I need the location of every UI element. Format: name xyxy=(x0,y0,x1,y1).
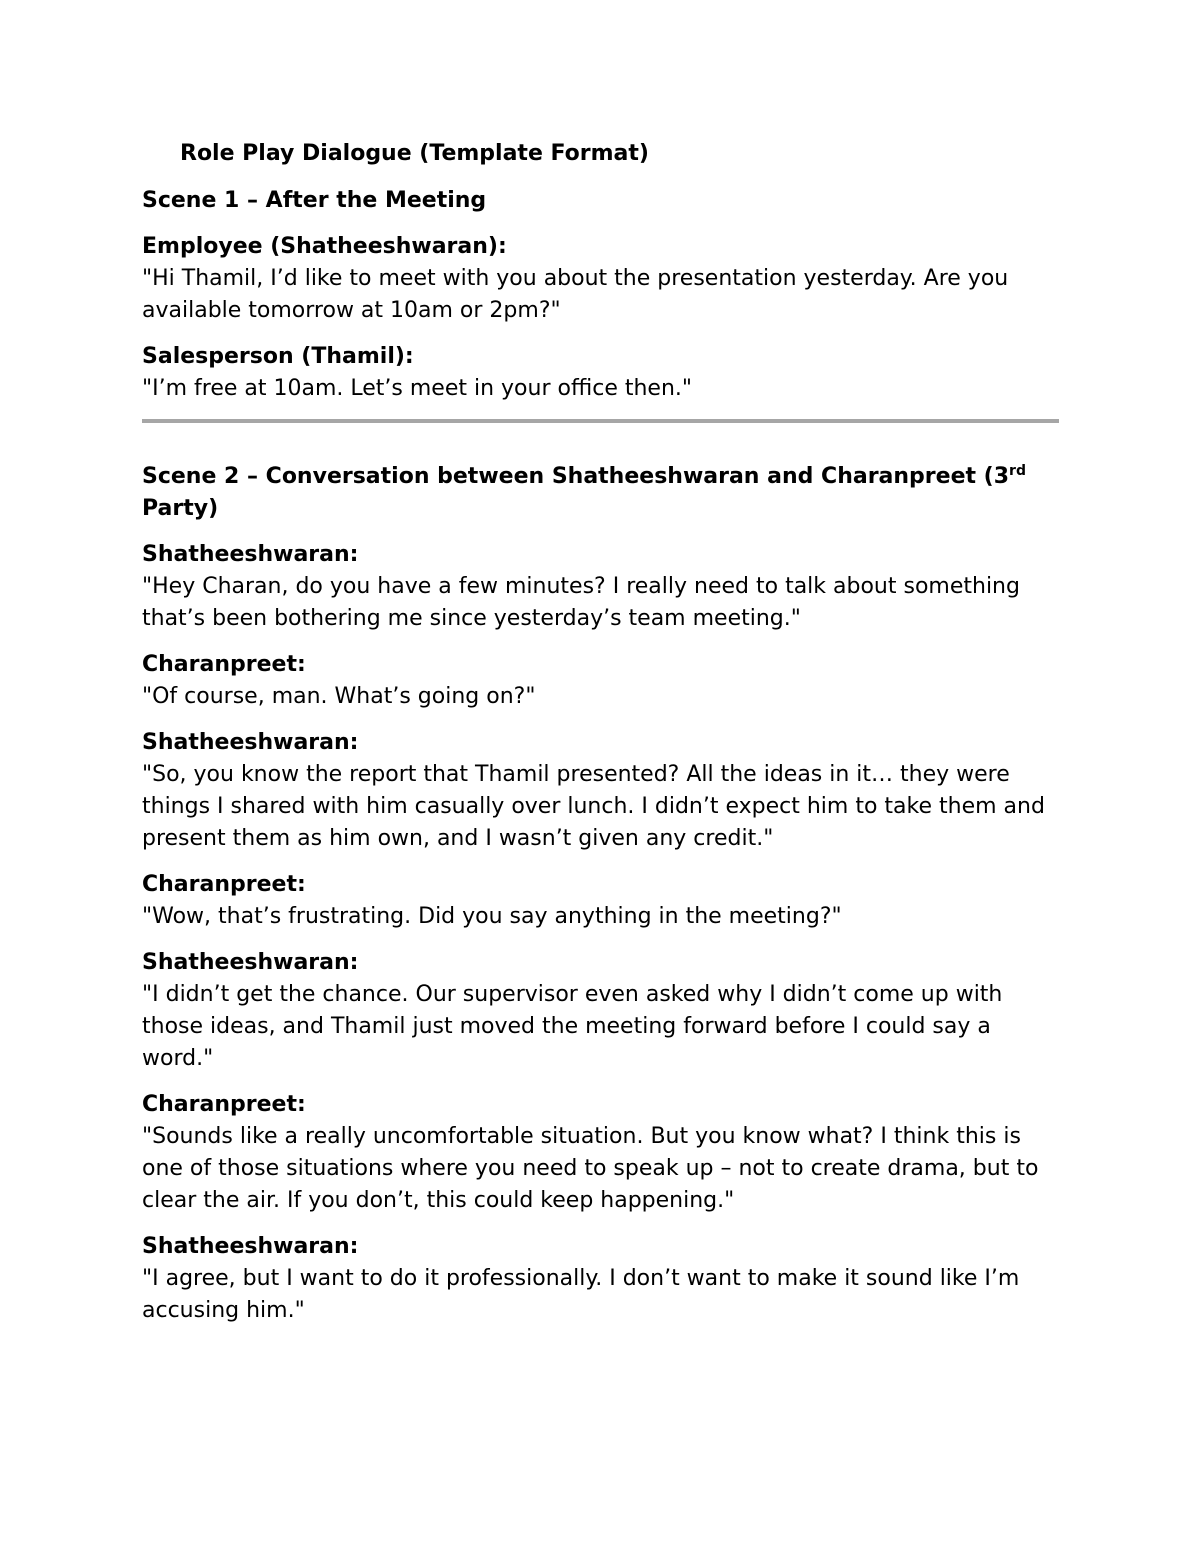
dialogue-line xyxy=(142,649,1062,713)
scene-2-heading-superscript: rd xyxy=(1009,463,1026,479)
speaker-name: Charanpreet: xyxy=(142,652,306,677)
dialogue-line xyxy=(142,727,1062,855)
dialogue-line xyxy=(142,1231,1062,1327)
scene-2-heading-main: Scene 2 – Conversation between Shatheeshwaran and Charanpreet (3 xyxy=(142,464,1010,489)
dialogue-quote: "Of course, man. What’s going on?" xyxy=(142,684,536,709)
dialogue-line xyxy=(142,341,1062,405)
speaker-name: Charanpreet: xyxy=(142,1092,306,1117)
horizontal-divider xyxy=(142,419,1059,423)
dialogue-quote: "So, you know the report that Thamil presented? All the ideas in it… they were things I shared with him casually over lunch. I didn’t expect him to take them and present them as him own, and I wasn’t given any credit." xyxy=(142,762,1045,851)
document-title: Role Play Dialogue (Template Format) xyxy=(180,141,649,166)
speaker-name: Shatheeshwaran: xyxy=(142,1234,359,1259)
scene-1-heading: Scene 1 – After the Meeting xyxy=(142,188,487,213)
speaker-name: Salesperson (Thamil): xyxy=(142,344,414,369)
dialogue-quote: "Sounds like a really uncomfortable situation. But you know what? I think this is one of those situations where you need to speak up – not to create drama, but to clear the air. If you don’t, this could keep happening." xyxy=(142,1124,1039,1213)
document-page xyxy=(142,138,1062,1341)
scene-2-heading-end: Party) xyxy=(142,496,219,521)
dialogue-line xyxy=(142,1089,1062,1217)
dialogue-quote: "I didn’t get the chance. Our supervisor even asked why I didn’t come up with those ideas, and Thamil just moved the meeting forward before I could say a word." xyxy=(142,982,1003,1071)
dialogue-quote: "Wow, that’s frustrating. Did you say anything in the meeting?" xyxy=(142,904,842,929)
dialogue-quote: "Hi Thamil, I’d like to meet with you about the presentation yesterday. Are you available tomorrow at 10am or 2pm?" xyxy=(142,266,1009,323)
dialogue-line xyxy=(142,539,1062,635)
speaker-name: Shatheeshwaran: xyxy=(142,542,359,567)
speaker-name: Employee (Shatheeshwaran): xyxy=(142,234,507,259)
dialogue-line xyxy=(142,869,1062,933)
speaker-name: Shatheeshwaran: xyxy=(142,730,359,755)
dialogue-line xyxy=(142,947,1062,1075)
dialogue-quote: "I agree, but I want to do it professionally. I don’t want to make it sound like I’m accusing him." xyxy=(142,1266,1020,1323)
dialogue-line xyxy=(142,231,1062,327)
dialogue-quote: "I’m free at 10am. Let’s meet in your office then." xyxy=(142,376,693,401)
speaker-name: Shatheeshwaran: xyxy=(142,950,359,975)
dialogue-quote: "Hey Charan, do you have a few minutes? I really need to talk about something that’s been bothering me since yesterday’s team meeting." xyxy=(142,574,1020,631)
scene-2-heading xyxy=(142,461,1062,525)
speaker-name: Charanpreet: xyxy=(142,872,306,897)
